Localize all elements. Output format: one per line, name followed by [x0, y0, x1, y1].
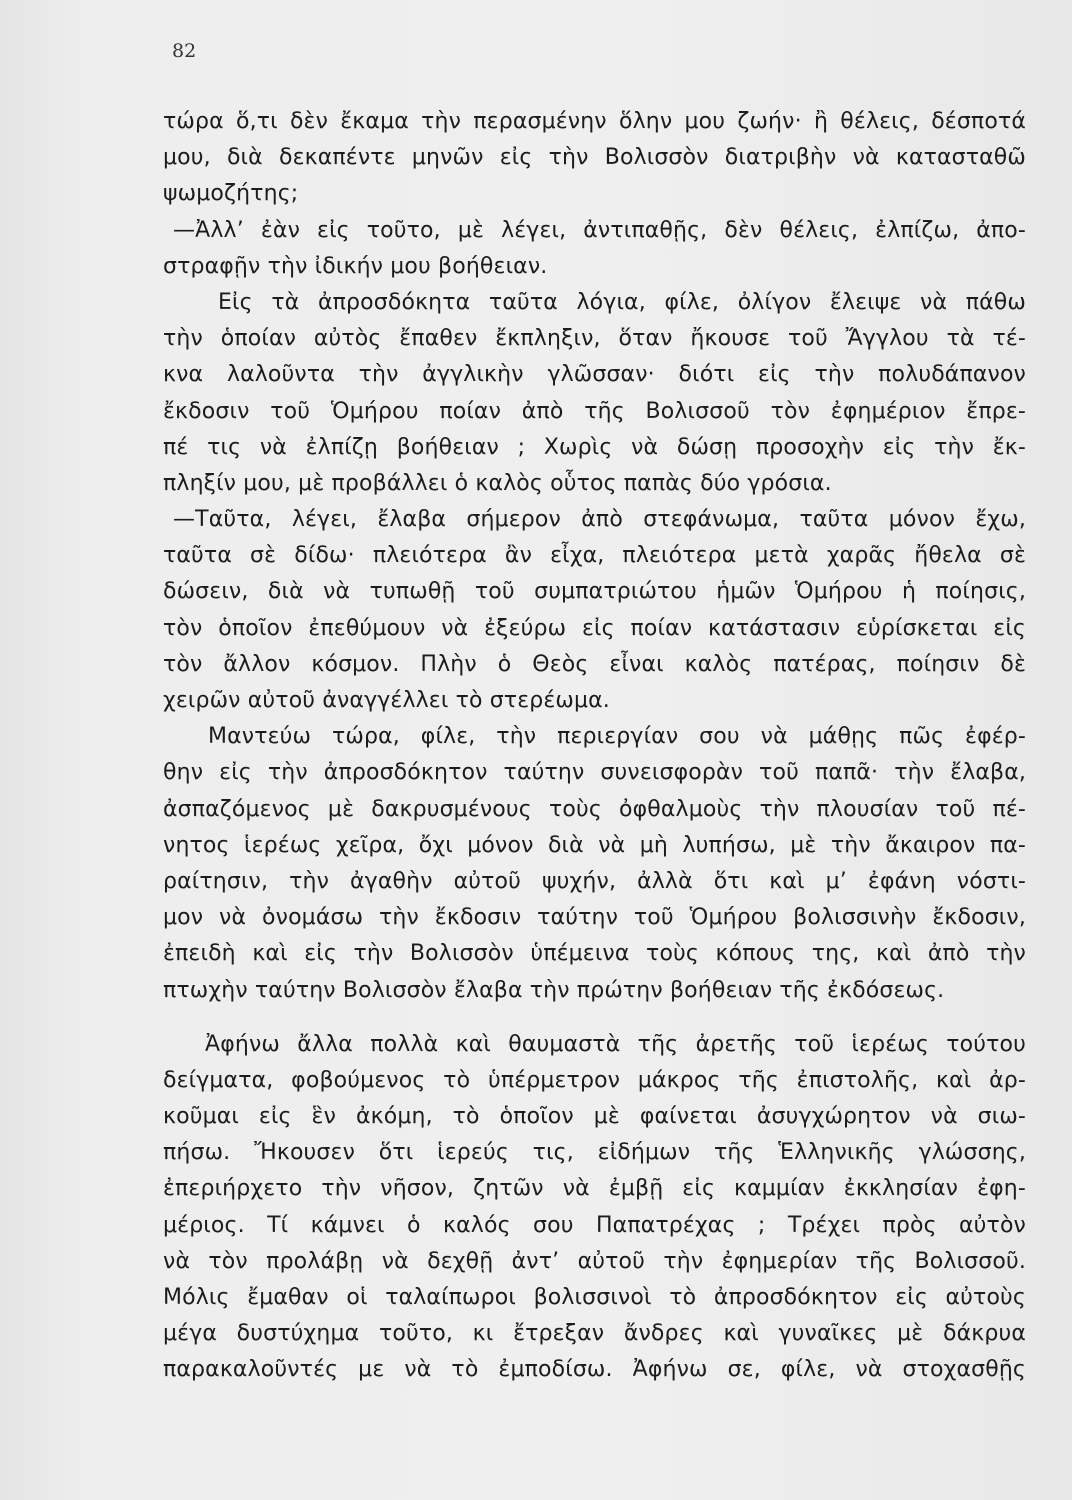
text-line: κνα λαλοῦντα τὴν ἀγγλικὴν γλῶσσαν· διότι εἰς τὴν πολυδάπανον — [163, 362, 1026, 388]
text-line: μον νὰ ὀνομάσω τὴν ἔκδοσιν ταύτην τοῦ Ὁμήρου βολισσινὴν ἔκδοσιν, — [163, 905, 1026, 931]
text-line: τὸν ἄλλον κόσμον. Πλὴν ὁ Θεὸς εἶναι καλὸς πατέρας, ποίησιν δὲ — [163, 651, 1026, 677]
body-text — [163, 104, 1026, 1389]
text-line: πέ τις νὰ ἐλπίζῃ βοήθειαν ; Χωρὶς νὰ δώσῃ προσοχὴν εἰς τὴν ἔκ- — [163, 434, 1026, 460]
text-line: Ἀφήνω ἄλλα πολλὰ καὶ θαυμαστὰ τῆς ἀρετῆς τοῦ ἱερέως τούτου — [205, 1031, 1026, 1057]
text-line: ἐπεριήρχετο τὴν νῆσον, ζητῶν νὰ ἐμβῇ εἰς καμμίαν ἐκκλησίαν ἐφη- — [163, 1176, 1026, 1202]
paragraph — [163, 213, 1026, 285]
text-line: δώσειν, διὰ νὰ τυπωθῇ τοῦ συμπατριώτου ἡμῶν Ὁμήρου ἡ ποίησις, — [163, 579, 1026, 605]
text-line: Μαντεύω τώρα, φίλε, τὴν περιεργίαν σου νὰ μάθῃς πῶς ἐφέρ- — [208, 724, 1026, 750]
paragraph-gap — [163, 1009, 1026, 1027]
text-line: μου, διὰ δεκαπέντε μηνῶν εἰς τὴν Βολισσὸν διατριβὴν νὰ κατασταθῶ — [163, 145, 1026, 171]
page-number: 82 — [172, 40, 197, 62]
text-line: ἔκδοσιν τοῦ Ὁμήρου ποίαν ἀπὸ τῆς Βολισσοῦ τὸν ἐφημέριον ἔπρε- — [163, 398, 1026, 424]
text-line: δείγματα, φοβούμενος τὸ ὑπέρμετρον μάκρος τῆς ἐπιστολῆς, καὶ ἀρ- — [163, 1067, 1026, 1093]
text-line: ἀσπαζόμενος μὲ δακρυσμένους τοὺς ὀφθαλμοὺς τὴν πλουσίαν τοῦ πέ- — [163, 796, 1026, 822]
text-line: ψωμοζήτης; — [163, 181, 299, 207]
text-line: νὰ τὸν προλάβῃ νὰ δεχθῇ ἀντ’ αὐτοῦ τὴν ἐφημερίαν τῆς Βολισσοῦ. — [163, 1248, 1026, 1274]
text-line: στραφῇν τὴν ἰδικήν μου βοήθειαν. — [163, 253, 548, 279]
text-line: νητος ἱερέως χεῖρα, ὄχι μόνον διὰ νὰ μὴ λυπήσω, μὲ τὴν ἄκαιρον πα- — [163, 832, 1026, 858]
paragraph — [163, 285, 1026, 502]
text-line: Μόλις ἔμαθαν οἱ ταλαίπωροι βολισσινοὶ τὸ ἀπροσδόκητον εἰς αὐτοὺς — [163, 1285, 1026, 1310]
text-line: —Ἀλλ’ ἐὰν εἰς τοῦτο, μὲ λέγει, ἀντιπαθῇς, δὲν θέλεις, ἐλπίζω, ἀπο- — [173, 217, 1026, 243]
text-line: μέγα δυστύχημα τοῦτο, κι ἔτρεξαν ἄνδρες καὶ γυναῖκες μὲ δάκρυα — [163, 1321, 1026, 1347]
paragraph — [163, 104, 1026, 213]
text-line: παρακαλοῦντές με νὰ τὸ ἐμποδίσω. Ἀφήνω σε, φίλε, νὰ στοχασθῇς — [163, 1357, 1026, 1383]
text-line: πληξίν μου, μὲ προβάλλει ὁ καλὸς οὗτος παπὰς δύο γρόσια. — [163, 470, 832, 496]
text-line: τώρα ὅ,τι δὲν ἔκαμα τὴν περασμένην ὅλην μου ζωήν· ἢ θέλεις, δέσποτά — [163, 109, 1026, 134]
text-line: ἐπειδὴ καὶ εἰς τὴν Βολισσὸν ὑπέμεινα τοὺς κόπους της, καὶ ἀπὸ τὴν — [163, 941, 1026, 967]
text-line: πτωχὴν ταύτην Βολισσὸν ἔλαβα τὴν πρώτην βοήθειαν τῆς ἐκδόσεως. — [163, 977, 945, 1003]
paragraph — [163, 719, 1026, 1009]
text-line: ραίτησιν, τὴν ἀγαθὴν αὐτοῦ ψυχήν, ἀλλὰ ὅτι καὶ μ’ ἐφάνη νόστι- — [163, 868, 1026, 894]
text-line: Εἰς τὰ ἀπροσδόκητα ταῦτα λόγια, φίλε, ὀλίγον ἔλειψε νὰ πάθω — [218, 289, 1026, 315]
text-line: τὴν ὁποίαν αὐτὸς ἔπαθεν ἔκπληξιν, ὅταν ἤκουσε τοῦ Ἄγγλου τὰ τέ- — [163, 326, 1026, 352]
text-line: ταῦτα σὲ δίδω· πλειότερα ἂν εἶχα, πλειότερα μετὰ χαρᾶς ἤθελα σὲ — [163, 543, 1026, 569]
text-line: τὸν ὁποῖον ἐπεθύμουν νὰ ἐξεύρω εἰς ποίαν κατάστασιν εὑρίσκεται εἰς — [163, 615, 1026, 641]
paragraph — [163, 502, 1026, 719]
text-line: —Ταῦτα, λέγει, ἔλαβα σήμερον ἀπὸ στεφάνωμα, ταῦτα μόνον ἔχω, — [173, 507, 1026, 533]
text-line: θην εἰς τὴν ἀπροσδόκητον ταύτην συνεισφορὰν τοῦ παπᾶ· τὴν ἔλαβα, — [163, 760, 1026, 786]
text-line: κοῦμαι εἰς ἓν ἀκόμη, τὸ ὁποῖον μὲ φαίνεται ἀσυγχώρητον νὰ σιω- — [163, 1104, 1026, 1130]
paragraph — [163, 1027, 1026, 1389]
text-line: πήσω. Ἤκουσεν ὅτι ἱερεύς τις, εἰδήμων τῆς Ἑλληνικῆς γλώσσης, — [163, 1140, 1026, 1166]
text-line: μέριος. Τί κάμνει ὁ καλός σου Παπατρέχας ; Τρέχει πρὸς αὐτὸν — [163, 1212, 1026, 1238]
text-line: χειρῶν αὐτοῦ ἀναγγέλλει τὸ στερέωμα. — [163, 688, 610, 713]
